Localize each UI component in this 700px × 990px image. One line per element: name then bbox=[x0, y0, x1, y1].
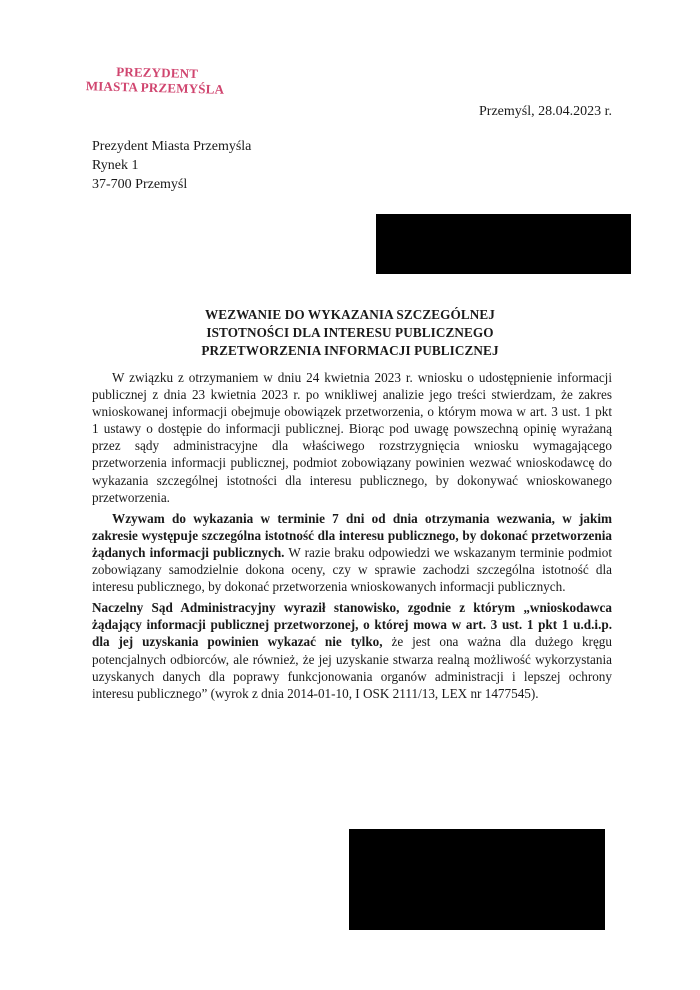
redacted-recipient-block bbox=[376, 214, 631, 274]
stamp-line-2: MIASTA PRZEMYŚLA bbox=[85, 78, 225, 97]
redacted-signature-block bbox=[349, 829, 605, 930]
sender-name: Prezydent Miasta Przemyśla bbox=[92, 139, 252, 154]
paragraph-3-text: że jest ona ważna dla dużego kręgu potencjalnych odbiorców, ale również, że jej uzyskanie stwarza realną możliwość wykorzystania uzyskanych danych dla poprawy funkcjonowania organów administracji i lepszej ochrony interesu publicznego” (wyrok z dnia 2014-01-10, I OSK 2111/13, LEX nr 1477545). bbox=[92, 634, 612, 701]
paragraph-2-bold: Wzywam do wykazania w terminie 7 dni od dnia otrzymania wezwania, w jakim zakresie występuje szczególna istotność dla interesu publicznego, by dokonać przetworzenia żądanych informacji publicznych. bbox=[92, 510, 612, 560]
paragraph-2 bbox=[92, 510, 612, 595]
sender-city: 37-700 Przemyśl bbox=[92, 177, 188, 192]
stamp-line-1: PREZYDENT bbox=[116, 63, 199, 82]
title-line-2: ISTOTNOŚCI DLA INTERESU PUBLICZNEGO bbox=[206, 325, 494, 340]
paragraph-1: W związku z otrzymaniem w dniu 24 kwietnia 2023 r. wniosku o udostępnienie informacji publicznej z dnia 23 kwietnia 2023 r. po wnikliwej analizie jego treści stwierdzam, że zakres wnioskowanej informacji obejmuje obowiązek przetworzenia, o którym mowa w art. 3 ust. 1 pkt 1 ustawy o dostępie do informacji publicznej. Biorąc pod uwagę powszechną opinię wyrażaną przez sądy administracyjne dla właściwego rozstrzygnięcia wniosku wymagającego przetworzenia informacji publicznej, podmiot zobowiązany powinien wezwać wnioskodawcę do wykazania szczególnej istotności dla interesu publicznego, by dokonywać wnioskowanego przetworzenia. bbox=[92, 370, 612, 505]
title-line-1: WEZWANIE DO WYKAZANIA SZCZEGÓLNEJ bbox=[205, 307, 495, 322]
document-title bbox=[120, 306, 580, 360]
document-body bbox=[92, 369, 612, 706]
paragraph-3 bbox=[92, 599, 612, 702]
sender-street: Rynek 1 bbox=[92, 158, 139, 173]
sender-address bbox=[92, 137, 251, 194]
office-stamp bbox=[86, 63, 225, 97]
paragraph-3-bold: Naczelny Sąd Administracyjny wyraził stanowisko, zgodnie z którym „wnioskodawca żądający informacji publicznej przetworzonej, o której mowa w art. 3 ust. 1 pkt 1 u.d.i.p. dla jej uzyskania powinien wykazać nie tylko, bbox=[92, 600, 612, 650]
title-line-3: PRZETWORZENIA INFORMACJI PUBLICZNEJ bbox=[201, 343, 499, 358]
paragraph-2-text: W razie braku odpowiedzi we wskazanym terminie podmiot zobowiązany samodzielnie dokona oceny, czy w sprawie zachodzi szczególna istotność dla interesu publicznego, by dokonać przetworzenia wnioskowanych informacji publicznych. bbox=[92, 544, 613, 595]
document-date: Przemyśl, 28.04.2023 r. bbox=[479, 104, 612, 119]
